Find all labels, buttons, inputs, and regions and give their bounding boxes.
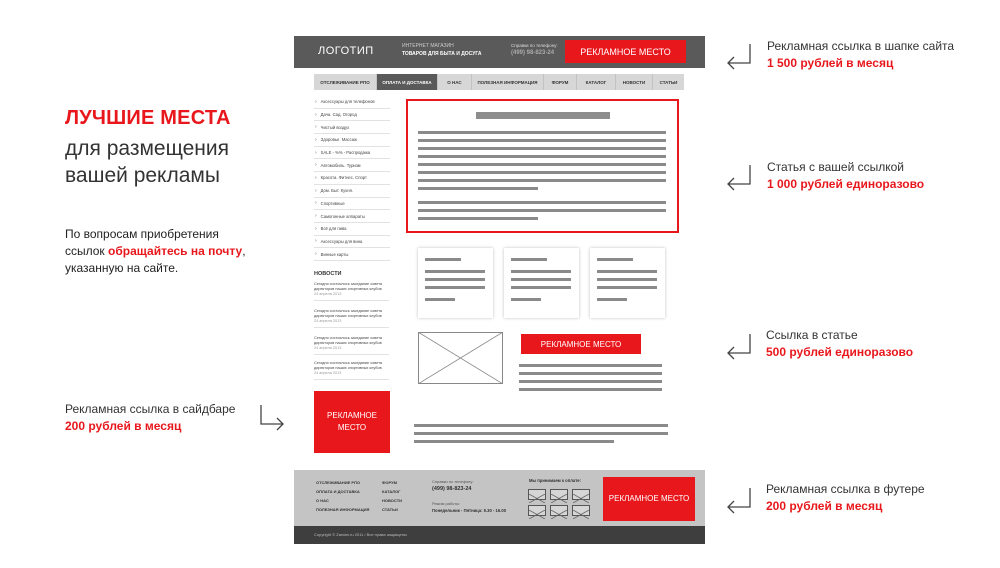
contact-note	[65, 226, 255, 277]
text-line	[511, 270, 571, 273]
mock-news-item[interactable]	[314, 336, 389, 355]
chevron-right-icon: ›	[315, 251, 317, 258]
mock-footer-link[interactable]: НОВОСТИ	[382, 498, 403, 503]
mock-news-text: Сегодня состоялось заседание совета директоров наших спортивных клубов	[314, 336, 383, 345]
mock-news-date: 24 апреля 2013	[314, 371, 342, 375]
annotation-footer	[766, 481, 925, 515]
chevron-right-icon: ›	[315, 238, 317, 245]
mock-footer-link[interactable]: О НАС	[316, 498, 329, 503]
mock-news-item[interactable]	[314, 282, 389, 301]
annotation-footer-price: 200 рублей в месяц	[766, 499, 883, 513]
chevron-right-icon: ›	[315, 162, 317, 169]
text-line	[418, 155, 666, 158]
mock-nav	[314, 74, 684, 90]
text-line	[425, 270, 485, 273]
arrow-left-icon	[725, 332, 753, 360]
article-title-placeholder	[476, 112, 610, 119]
text-line	[511, 258, 547, 261]
mock-sidebar-item[interactable]	[314, 96, 390, 109]
text-line	[519, 388, 662, 391]
mock-sidebar-item[interactable]	[314, 121, 390, 134]
arrow-right-icon	[258, 403, 286, 431]
text-line	[418, 187, 538, 190]
payment-method-icon	[572, 489, 590, 500]
mock-card[interactable]	[504, 248, 579, 318]
mock-nav-item[interactable]: ФОРУМ	[544, 74, 577, 90]
mock-phone-label: Справки по телефону:	[511, 43, 558, 48]
mock-phone: (499) 98-823-24	[511, 50, 555, 56]
text-line	[418, 171, 666, 174]
text-line	[425, 278, 485, 281]
text-line	[418, 131, 666, 134]
mock-footer-link[interactable]: КАТАЛОГ	[382, 489, 401, 494]
text-line	[418, 139, 666, 142]
text-line	[597, 278, 657, 281]
mock-sidebar-item[interactable]	[314, 210, 390, 223]
text-line	[418, 209, 666, 212]
annotation-sidebar-label: Рекламная ссылка в сайдбаре	[65, 402, 236, 416]
chevron-right-icon: ›	[315, 187, 317, 194]
chevron-right-icon: ›	[315, 213, 317, 220]
text-line	[597, 298, 627, 301]
ad-slot-in-article[interactable]: РЕКЛАМНОЕ МЕСТО	[521, 334, 641, 354]
annotation-in-article-label: Ссылка в статье	[766, 328, 858, 342]
text-line	[425, 298, 455, 301]
mock-footer-link[interactable]: СТАТЬИ	[382, 507, 398, 512]
mock-sidebar-item[interactable]	[314, 248, 390, 261]
payment-method-icon	[550, 505, 568, 516]
mock-footer	[294, 470, 705, 526]
website-mockup	[294, 36, 705, 544]
promo-heading: ЛУЧШИЕ МЕСТА	[65, 107, 231, 129]
mock-sidebar-item[interactable]	[314, 236, 390, 249]
mock-news-text: Сегодня состоялось заседание совета директоров наших спортивных клубов	[314, 309, 383, 318]
mock-news-item[interactable]	[314, 361, 389, 380]
annotation-in-article	[766, 327, 913, 361]
chevron-right-icon: ›	[315, 136, 317, 143]
mock-footer-link[interactable]: ОТСЛЕЖИВАНИЕ РПО	[316, 480, 361, 485]
mock-sidebar-label: SALE - %% - Распродажа	[320, 150, 371, 156]
text-line	[511, 278, 571, 281]
text-line	[418, 147, 666, 150]
mock-nav-item[interactable]: СТАТЬИ	[659, 79, 678, 85]
payment-method-icon	[528, 489, 546, 500]
mock-footer-hours-label: Режим работы:	[432, 501, 461, 506]
arrow-left-icon	[725, 486, 753, 514]
annotation-article	[767, 159, 924, 193]
mock-sidebar-item[interactable]	[314, 223, 390, 236]
mock-sidebar-item[interactable]	[314, 134, 390, 147]
chevron-right-icon: ›	[315, 225, 317, 232]
annotation-article-label: Статья с вашей ссылкой	[767, 160, 904, 174]
annotation-sidebar	[65, 401, 235, 435]
mock-sidebar-label: Дача. Сад. Огород	[320, 112, 357, 118]
mock-shop-line1: ИНТЕРНЕТ МАГАЗИН	[402, 43, 454, 49]
mock-news-date: 24 апреля 2013	[314, 319, 342, 323]
text-line	[418, 179, 666, 182]
text-line	[418, 217, 538, 220]
arrow-left-icon	[725, 163, 753, 191]
text-line	[414, 440, 614, 443]
mock-nav-item[interactable]: НОВОСТИ	[616, 74, 653, 90]
mock-sidebar-label: Красота. Фитнес. Спорт	[320, 175, 367, 181]
mock-footer-pay-label: Мы принимаем к оплате:	[529, 478, 582, 483]
mock-sidebar-label: Винные карты	[320, 251, 349, 257]
mock-news-date: 24 апреля 2013	[314, 292, 342, 296]
mock-sidebar-label: Чистый воздух	[320, 124, 350, 130]
mock-news-date: 24 апреля 2013	[314, 346, 342, 350]
mock-sidebar-item[interactable]	[314, 198, 390, 211]
text-line	[519, 380, 662, 383]
promo-subheading	[65, 135, 229, 189]
text-line	[418, 163, 666, 166]
mock-sidebar-item[interactable]	[314, 185, 390, 198]
text-line	[414, 424, 668, 427]
chevron-right-icon: ›	[315, 124, 317, 131]
mock-footer-hours: Понедельник - Пятница: 9.30 - 16.00	[432, 508, 507, 513]
mock-copyright-bar	[294, 526, 705, 544]
annotation-header-price: 1 500 рублей в месяц	[767, 56, 894, 70]
text-line	[425, 286, 485, 289]
mock-nav-item[interactable]: О НАС	[438, 74, 472, 90]
promo-subheading-line1: для размещения	[65, 137, 230, 160]
mock-news-item[interactable]	[314, 309, 389, 328]
mock-nav-item[interactable]: ОТСЛЕЖИВАНИЕ РПО	[314, 74, 377, 90]
annotation-article-price: 1 000 рублей единоразово	[767, 177, 925, 191]
chevron-right-icon: ›	[315, 200, 317, 207]
mock-logo[interactable]: ЛОГОТИП	[318, 45, 374, 57]
payment-method-icon	[528, 505, 546, 516]
mock-footer-link[interactable]: ПОЛЕЗНАЯ ИНФОРМАЦИЯ	[316, 507, 370, 512]
mock-sidebar-item[interactable]	[314, 109, 390, 122]
contact-note-text: По вопросам приобретения ссылок	[65, 227, 219, 258]
chevron-right-icon: ›	[315, 98, 317, 105]
mock-card[interactable]	[590, 248, 665, 318]
text-line	[425, 258, 461, 261]
chevron-right-icon: ›	[315, 149, 317, 156]
text-line	[511, 286, 571, 289]
contact-note-highlight: обращайтесь на почту	[108, 244, 243, 258]
contact-note-text-end: , указанную на сайте.	[65, 244, 246, 275]
text-line	[511, 298, 541, 301]
ad-slot-footer[interactable]: РЕКЛАМНОЕ МЕСТО	[603, 477, 695, 521]
mock-header	[294, 36, 705, 68]
mock-sidebar-label: Спортивные	[320, 200, 345, 206]
mock-sidebar-label: Самогонные аппараты	[320, 213, 365, 219]
mock-footer-link[interactable]: ОПЛАТА И ДОСТАВКА	[316, 489, 360, 494]
promo-subheading-line2: вашей рекламы	[65, 164, 220, 187]
annotation-header-label: Рекламная ссылка в шапке сайта	[767, 39, 955, 53]
mock-sidebar-label: Дом. Быт. Кухня.	[320, 188, 353, 194]
mock-sidebar-item[interactable]	[314, 159, 390, 172]
chevron-right-icon: ›	[315, 174, 317, 181]
mock-copyright: Copyright © Zardan.ru 2011 / Все права защищены	[314, 532, 407, 537]
annotation-header	[767, 38, 954, 72]
text-line	[519, 364, 662, 367]
text-line	[597, 258, 633, 261]
mock-news-text: Сегодня состоялось заседание совета директоров наших спортивных клубов	[314, 361, 383, 370]
mock-nav-item[interactable]: КАТАЛОГ	[577, 74, 616, 90]
annotation-sidebar-price: 200 рублей в месяц	[65, 419, 182, 433]
mock-sidebar	[314, 96, 390, 261]
mock-sidebar-label: Аксессуары для телефонов	[320, 99, 375, 105]
payment-method-icon	[572, 505, 590, 516]
ad-slot-article[interactable]	[406, 99, 679, 233]
annotation-footer-label: Рекламная ссылка в футере	[766, 482, 925, 496]
chevron-right-icon: ›	[315, 111, 317, 118]
image-placeholder-icon	[418, 332, 503, 384]
mock-shop-line2: ТОВАРОВ ДЛЯ БЫТА И ДОСУГА	[402, 51, 482, 57]
annotation-in-article-price: 500 рублей единоразово	[766, 345, 914, 359]
ad-slot-sidebar[interactable]: РЕКЛАМНОЕ МЕСТО	[314, 391, 390, 453]
text-line	[414, 432, 668, 435]
mock-footer-phone: (499) 98-823-24	[432, 486, 472, 492]
ad-slot-header[interactable]: РЕКЛАМНОЕ МЕСТО	[565, 40, 686, 63]
text-line	[418, 201, 666, 204]
mock-news-text: Сегодня состоялось заседание совета директоров наших спортивных клубов	[314, 282, 383, 291]
mock-sidebar-label: Автомобиль. Туризм	[320, 162, 361, 168]
mock-nav-item-active[interactable]: ОПЛАТА И ДОСТАВКА	[377, 74, 438, 90]
mock-sidebar-label: Всё для пива	[320, 226, 347, 232]
payment-method-icon	[550, 489, 568, 500]
mock-footer-phone-label: Справки по телефону:	[432, 479, 474, 484]
text-line	[597, 286, 657, 289]
mock-card[interactable]	[418, 248, 493, 318]
mock-news-heading: НОВОСТИ	[314, 271, 342, 277]
mock-sidebar-item[interactable]	[314, 172, 390, 185]
mock-sidebar-label: Здоровье. Массаж	[320, 137, 357, 143]
mock-nav-item[interactable]: ПОЛЕЗНАЯ ИНФОРМАЦИЯ	[472, 74, 544, 90]
text-line	[519, 372, 662, 375]
text-line	[597, 270, 657, 273]
mock-sidebar-label: Аксессуары для вина	[320, 238, 363, 244]
mock-footer-link[interactable]: ФОРУМ	[382, 480, 397, 485]
arrow-left-icon	[725, 42, 753, 70]
mock-sidebar-item[interactable]	[314, 147, 390, 160]
